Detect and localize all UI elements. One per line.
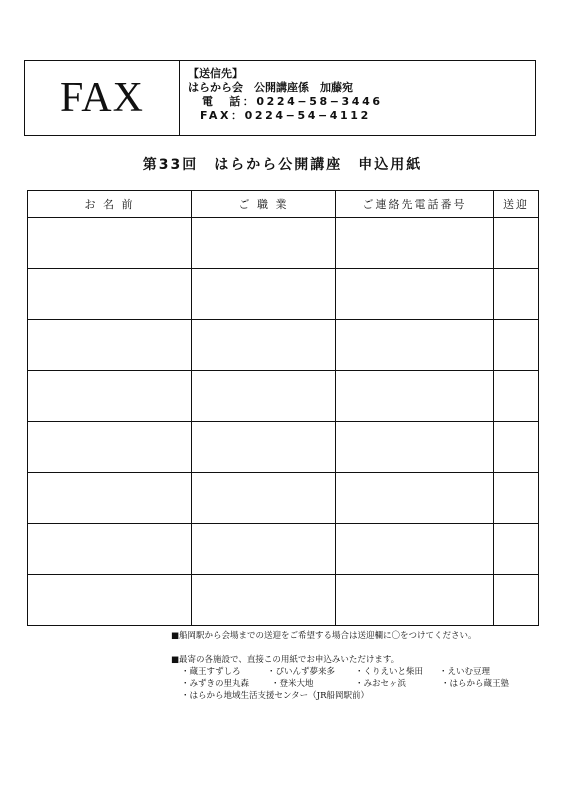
name-cell[interactable]: [28, 218, 192, 269]
table-row: [28, 524, 539, 575]
table-row: [28, 218, 539, 269]
pickup-cell[interactable]: [494, 320, 539, 371]
notes-section: [171, 630, 510, 706]
facility-item: ・登米大地: [271, 679, 314, 689]
occupation-cell[interactable]: [192, 575, 336, 626]
facility-item: ・みずきの里丸森: [181, 679, 250, 689]
application-table: [27, 190, 539, 626]
occupation-cell[interactable]: [192, 422, 336, 473]
name-cell[interactable]: [28, 371, 192, 422]
phone-cell[interactable]: [336, 524, 494, 575]
destination-phone: 電 話：0224−58−3446: [202, 95, 383, 108]
form-title: 第33回 はらから公開講座 申込用紙: [142, 157, 423, 173]
occupation-cell[interactable]: [192, 320, 336, 371]
phone-cell[interactable]: [336, 422, 494, 473]
destination-heading: 【送信先】: [188, 67, 243, 80]
phone-cell[interactable]: [336, 575, 494, 626]
pickup-note: ■船岡駅から会場までの送迎をご希望する場合は送迎欄に〇をつけてください。: [171, 631, 477, 641]
facility-item: ・みおセヶ浜: [355, 679, 407, 689]
pickup-cell[interactable]: [494, 575, 539, 626]
fax-label-cell: [25, 61, 180, 135]
name-cell[interactable]: [28, 473, 192, 524]
column-header-phone: ご連絡先電話番号: [336, 191, 494, 218]
pickup-cell[interactable]: [494, 524, 539, 575]
occupation-cell[interactable]: [192, 371, 336, 422]
occupation-cell[interactable]: [192, 524, 336, 575]
occupation-cell[interactable]: [192, 218, 336, 269]
phone-cell[interactable]: [336, 371, 494, 422]
fax-header-box: [24, 60, 536, 136]
facilities-intro: ■最寄の各施設で、直接この用紙でお申込みいただけます。: [171, 655, 400, 665]
column-header-name: お 名 前: [28, 191, 192, 218]
table-row: [28, 473, 539, 524]
phone-cell[interactable]: [336, 473, 494, 524]
destination-fax: FAX：0224−54−4112: [200, 109, 371, 122]
table-row: [28, 371, 539, 422]
table-row: [28, 575, 539, 626]
name-cell[interactable]: [28, 524, 192, 575]
column-header-pickup: 送迎: [494, 191, 539, 218]
table-row: [28, 422, 539, 473]
table-row: [28, 269, 539, 320]
name-cell[interactable]: [28, 269, 192, 320]
occupation-cell[interactable]: [192, 473, 336, 524]
pickup-cell[interactable]: [494, 371, 539, 422]
phone-cell[interactable]: [336, 320, 494, 371]
phone-cell[interactable]: [336, 218, 494, 269]
fax-label: FAX: [60, 75, 144, 121]
phone-cell[interactable]: [336, 269, 494, 320]
name-cell[interactable]: [28, 320, 192, 371]
facility-item: ・蔵王すずしろ: [181, 667, 241, 677]
pickup-cell[interactable]: [494, 473, 539, 524]
pickup-cell[interactable]: [494, 218, 539, 269]
column-header-occupation: ご 職 業: [192, 191, 336, 218]
facility-item: ・ぴいんず夢来多: [267, 667, 336, 677]
occupation-cell[interactable]: [192, 269, 336, 320]
destination-organization: はらから会 公開講座係 加藤宛: [188, 81, 353, 94]
facility-item: ・はらから地域生活支援センター（JR船岡駅前）: [181, 691, 369, 701]
pickup-cell[interactable]: [494, 269, 539, 320]
facility-item: ・くりえいと柴田: [355, 667, 424, 677]
table-row: [28, 320, 539, 371]
facility-item: ・はらから蔵王塾: [441, 679, 510, 689]
facility-list: [171, 666, 510, 706]
destination-block: [180, 61, 383, 135]
facility-item: ・えいむ豆理: [439, 667, 491, 677]
name-cell[interactable]: [28, 575, 192, 626]
table-body: [28, 218, 539, 626]
table-header-row: [28, 191, 539, 218]
pickup-cell[interactable]: [494, 422, 539, 473]
name-cell[interactable]: [28, 422, 192, 473]
